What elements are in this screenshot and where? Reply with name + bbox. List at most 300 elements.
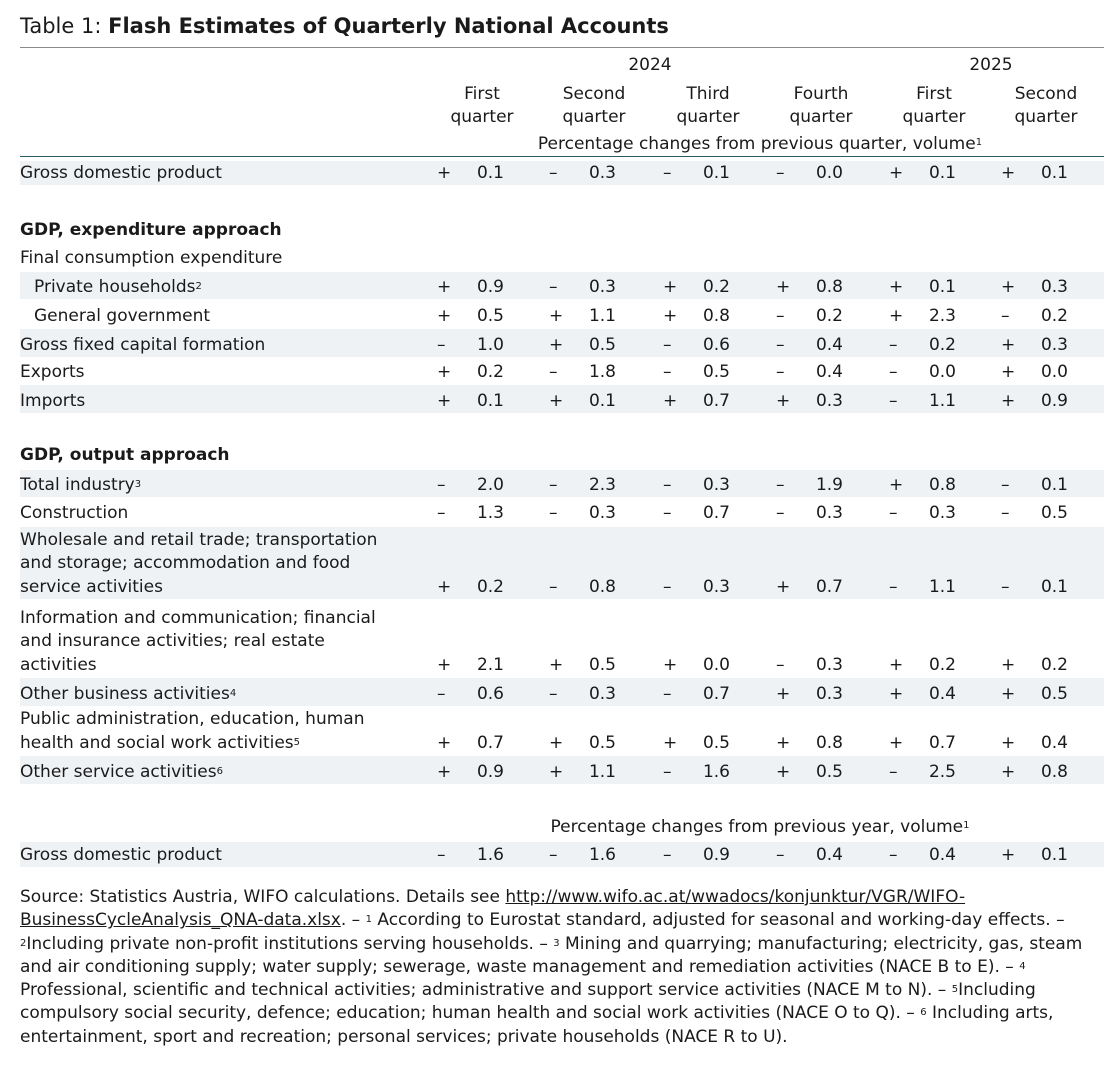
cell-sign: – (437, 683, 446, 704)
table-number: Table 1: (20, 14, 102, 38)
cell-sign: + (549, 334, 564, 355)
cell-value: 0.3 (1040, 334, 1068, 355)
cell-value: 0.1 (1040, 844, 1068, 865)
cell-value: 0.5 (588, 334, 616, 355)
cell-sign: – (889, 334, 898, 355)
cell-value: 0.6 (476, 683, 504, 704)
cell-value: 0.5 (702, 361, 730, 382)
cell-value: 0.0 (815, 162, 843, 183)
table-cell (652, 305, 764, 329)
column-header: Second quarter (1014, 84, 1078, 127)
row-label: Gross fixed capital formation (20, 334, 266, 355)
row-label: Imports (20, 390, 86, 411)
cell-value: 0.3 (928, 502, 956, 523)
table-cell (878, 761, 990, 785)
table-cell (652, 761, 764, 785)
table-title (20, 12, 669, 40)
cell-value: 0.1 (476, 162, 504, 183)
cell-sign: – (663, 361, 672, 382)
table-cell (426, 502, 538, 526)
table-cell (538, 276, 650, 300)
cell-sign: + (1001, 683, 1016, 704)
table-row (20, 329, 1104, 357)
cell-sign: – (663, 683, 672, 704)
table-cell (990, 474, 1102, 498)
table-cell (765, 390, 877, 414)
table-cell (990, 502, 1102, 526)
cell-sign: + (663, 276, 678, 297)
cell-value: 2.3 (928, 305, 956, 326)
cell-value: 0.2 (702, 276, 730, 297)
table-cell (652, 844, 764, 868)
cell-value: 0.1 (1040, 576, 1068, 597)
cell-value: 0.7 (702, 502, 730, 523)
table-cell (765, 761, 877, 785)
table-cell (765, 361, 877, 385)
table-cell (765, 474, 877, 498)
cell-value: 1.9 (815, 474, 843, 495)
cell-value: 0.8 (928, 474, 956, 495)
cell-value: 0.9 (1040, 390, 1068, 411)
table-cell (426, 361, 538, 385)
table-cell (990, 390, 1102, 414)
table-cell (652, 276, 764, 300)
table-cell (538, 390, 650, 414)
table-cell (426, 576, 538, 600)
table-cell (538, 502, 650, 526)
row-label: Gross domestic product (20, 844, 222, 865)
column-header: First quarter (902, 84, 966, 127)
table-row (20, 678, 1104, 706)
table-row (20, 603, 1104, 677)
row-label: Final consumption expenditure (20, 247, 283, 268)
table-cell (990, 576, 1102, 600)
row-label: Private households$^2$ (34, 276, 202, 297)
cell-sign: + (663, 305, 678, 326)
cell-value: 1.3 (476, 502, 504, 523)
table-cell (765, 732, 877, 756)
cell-sign: – (549, 844, 558, 865)
cell-value: 0.3 (588, 683, 616, 704)
cell-value: 0.1 (1040, 162, 1068, 183)
cell-sign: – (663, 334, 672, 355)
table-cell (538, 761, 650, 785)
cell-sign: + (549, 761, 564, 782)
table-cell (652, 361, 764, 385)
table-cell (426, 732, 538, 756)
cell-sign: – (776, 334, 785, 355)
table-cell (765, 162, 877, 186)
table-cell (990, 334, 1102, 358)
cell-value: 0.1 (928, 276, 956, 297)
cell-value: 0.4 (815, 844, 843, 865)
table-cell (878, 502, 990, 526)
cell-value: 0.1 (476, 390, 504, 411)
table-row (20, 842, 1104, 867)
table-cell (538, 474, 650, 498)
row-label: Other business activities$^4$ (20, 683, 237, 704)
row-label: Gross domestic product (20, 162, 222, 183)
table-cell (426, 761, 538, 785)
column-header: Third quarter (676, 84, 740, 127)
table-cell (765, 844, 877, 868)
cell-sign: + (776, 390, 791, 411)
table-row (20, 706, 1104, 755)
table-cell (426, 390, 538, 414)
cell-sign: – (1001, 502, 1010, 523)
footnote-2: Including private non-profit institutions serving households. (26, 933, 534, 954)
table-cell (652, 162, 764, 186)
table-cell (878, 390, 990, 414)
table-cell (538, 732, 650, 756)
cell-sign: + (663, 654, 678, 675)
cell-sign: + (1001, 162, 1016, 183)
cell-value: 0.1 (702, 162, 730, 183)
footnote-1: According to Eurostat standard, adjusted for seasonal and working-day effects. (377, 910, 1051, 931)
table-row (20, 527, 1104, 599)
cell-sign: – (549, 162, 558, 183)
cell-value: 0.0 (928, 361, 956, 382)
cell-sign: – (437, 334, 446, 355)
cell-sign: + (437, 305, 452, 326)
table-row (20, 161, 1104, 185)
cell-sign: + (776, 683, 791, 704)
cell-sign: – (437, 474, 446, 495)
table-cell (538, 361, 650, 385)
cell-sign: – (889, 844, 898, 865)
table-cell (765, 654, 877, 678)
row-label: Information and communication; financial and insurance activities; real estate activities (20, 607, 376, 675)
cell-value: 0.0 (1040, 361, 1068, 382)
footnote-6: Including arts, entertainment, sport and recreation; personal services; private households (NACE R to U). (20, 1003, 1054, 1047)
cell-sign: + (437, 732, 452, 753)
cell-sign: – (549, 474, 558, 495)
cell-sign: – (776, 361, 785, 382)
table-row (20, 247, 1104, 270)
cell-sign: – (776, 654, 785, 675)
cell-sign: + (776, 761, 791, 782)
cell-sign: + (889, 162, 904, 183)
header-rule (20, 156, 1104, 157)
table-cell (990, 305, 1102, 329)
cell-sign: + (889, 474, 904, 495)
cell-value: 0.3 (588, 502, 616, 523)
table-cell (426, 683, 538, 707)
footnote-3: Mining and quarrying; manufacturing; electricity, gas, steam and air conditioning supply; water supply; sewerage, waste management and remediation activities (NACE B to E). (20, 933, 1083, 977)
cell-sign: + (1001, 390, 1016, 411)
table-cell (765, 576, 877, 600)
cell-sign: – (663, 576, 672, 597)
table-cell (878, 162, 990, 186)
table-cell (878, 683, 990, 707)
table-row (20, 756, 1104, 784)
cell-sign: – (549, 361, 558, 382)
cell-sign: – (776, 502, 785, 523)
cell-value: 0.9 (702, 844, 730, 865)
cell-sign: – (776, 474, 785, 495)
unit-label-qoq: Percentage changes from previous quarter, volume$^1$ (537, 134, 983, 154)
cell-sign: + (549, 654, 564, 675)
table-cell (538, 334, 650, 358)
cell-value: 0.2 (928, 654, 956, 675)
cell-sign: + (1001, 732, 1016, 753)
cell-sign: – (663, 162, 672, 183)
table-cell (426, 474, 538, 498)
source-note: Source: Statistics Austria, WIFO calculations. Details see http://www.wifo.ac.at/wwadocs/konjunktur/VGR/WIFO-BusinessCycleAnalysis_QNA-data.xlsx. – $^1$ According to Eurostat standard, adjusted for seasonal and working-day effects. – $^2$Including private non-profit institutions serving households. – $^3$ Mining and quarrying; manufacturing; electricity, gas, steam and air conditioning supply; water supply; sewerage, waste management and remediation activities (NACE B to E). – $^4$ Professional, scientific and technical activities; administrative and support service activities (NACE M to N). – $^5$Including compulsory social security, defence; education; human health and social work activities (NACE O to Q). – $^6$ Including arts, entertainment, sport and recreation; personal services; private households (NACE R to U). (20, 887, 1083, 1047)
cell-sign: – (1001, 576, 1010, 597)
cell-value: 0.2 (928, 334, 956, 355)
table-cell (426, 276, 538, 300)
table-cell (878, 844, 990, 868)
table-cell (990, 276, 1102, 300)
cell-sign: – (1001, 305, 1010, 326)
row-label: Total industry$^3$ (20, 474, 142, 495)
cell-sign: – (889, 502, 898, 523)
cell-sign: – (776, 162, 785, 183)
table-cell (426, 334, 538, 358)
row-label: Construction (20, 502, 129, 523)
cell-value: 0.5 (588, 732, 616, 753)
table-cell (990, 761, 1102, 785)
cell-value: 2.5 (928, 761, 956, 782)
table-cell (538, 162, 650, 186)
cell-value: 0.8 (702, 305, 730, 326)
cell-value: 0.5 (1040, 683, 1068, 704)
table-cell (990, 844, 1102, 868)
cell-value: 1.1 (928, 576, 956, 597)
cell-sign: + (1001, 844, 1016, 865)
cell-value: 0.8 (815, 276, 843, 297)
column-header: First quarter (450, 84, 514, 127)
cell-sign: + (549, 305, 564, 326)
cell-sign: + (437, 576, 452, 597)
cell-value: 0.4 (928, 844, 956, 865)
cell-value: 1.0 (476, 334, 504, 355)
cell-value: 0.2 (476, 361, 504, 382)
cell-sign: + (437, 361, 452, 382)
cell-value: 0.9 (476, 276, 504, 297)
table-row (20, 385, 1104, 413)
row-label: Wholesale and retail trade; transportation and storage; accommodation and food service activities (20, 529, 378, 597)
cell-value: 0.3 (1040, 276, 1068, 297)
cell-sign: + (776, 576, 791, 597)
cell-value: 0.4 (1040, 732, 1068, 753)
cell-value: 0.8 (588, 576, 616, 597)
table-cell (990, 162, 1102, 186)
table-cell (652, 474, 764, 498)
cell-sign: + (889, 276, 904, 297)
table-row (20, 300, 1104, 328)
cell-value: 0.2 (815, 305, 843, 326)
cell-sign: – (889, 576, 898, 597)
cell-value: 0.7 (476, 732, 504, 753)
table-cell (765, 502, 877, 526)
section-heading (20, 219, 1104, 242)
cell-value: 0.7 (815, 576, 843, 597)
unit-label-yoy: Percentage changes from previous year, volume$^1$ (550, 817, 970, 837)
cell-value: 0.5 (815, 761, 843, 782)
cell-value: 1.1 (588, 761, 616, 782)
table-cell (878, 361, 990, 385)
table-cell (652, 732, 764, 756)
cell-sign: + (663, 390, 678, 411)
table-cell (538, 305, 650, 329)
cell-sign: – (889, 390, 898, 411)
table-cell (652, 390, 764, 414)
row-label: GDP, expenditure approach (20, 219, 282, 240)
table-cell (878, 474, 990, 498)
cell-value: 0.3 (815, 390, 843, 411)
cell-sign: – (776, 305, 785, 326)
cell-sign: + (437, 276, 452, 297)
cell-sign: – (663, 474, 672, 495)
cell-sign: – (889, 761, 898, 782)
table-cell (652, 502, 764, 526)
cell-sign: + (437, 162, 452, 183)
row-label: GDP, output approach (20, 444, 230, 465)
table-cell (652, 654, 764, 678)
table-row (20, 498, 1104, 525)
cell-value: 0.3 (815, 502, 843, 523)
cell-value: 0.3 (588, 276, 616, 297)
table-cell (990, 654, 1102, 678)
table-cell (426, 654, 538, 678)
cell-value: 0.4 (928, 683, 956, 704)
cell-value: 2.1 (476, 654, 504, 675)
cell-value: 0.8 (815, 732, 843, 753)
cell-sign: + (1001, 276, 1016, 297)
cell-value: 0.0 (702, 654, 730, 675)
row-label: Public administration, education, human health and social work activities$^5$ (20, 709, 365, 753)
cell-value: 0.9 (476, 761, 504, 782)
table-row (20, 272, 1104, 299)
cell-sign: + (437, 390, 452, 411)
table-cell (878, 654, 990, 678)
table-cell (990, 683, 1102, 707)
cell-value: 0.1 (588, 390, 616, 411)
cell-value: 0.8 (1040, 761, 1068, 782)
cell-sign: – (437, 844, 446, 865)
table-cell (652, 334, 764, 358)
cell-value: 0.2 (476, 576, 504, 597)
table-cell (878, 334, 990, 358)
cell-value: 0.1 (928, 162, 956, 183)
top-rule (20, 47, 1104, 48)
cell-value: 0.4 (815, 361, 843, 382)
footnote-5: Including compulsory social security, defence; education; human health and social work activities (NACE O to Q). (20, 980, 1036, 1024)
cell-sign: + (663, 732, 678, 753)
cell-sign: – (549, 683, 558, 704)
cell-sign: – (663, 761, 672, 782)
table-row (20, 357, 1104, 384)
column-header: Fourth quarter (789, 84, 853, 127)
section-heading (20, 444, 1104, 467)
table-cell (765, 305, 877, 329)
cell-sign: + (889, 683, 904, 704)
table-cell (538, 576, 650, 600)
cell-sign: – (437, 502, 446, 523)
cell-sign: + (549, 390, 564, 411)
table-cell (990, 732, 1102, 756)
source-link[interactable]: http://www.wifo.ac.at/wwadocs/konjunktur/VGR/WIFO-BusinessCycleAnalysis_QNA-data.xlsx (20, 887, 966, 931)
cell-sign: – (663, 502, 672, 523)
table-cell (878, 276, 990, 300)
table-cell (878, 576, 990, 600)
cell-sign: – (549, 576, 558, 597)
cell-sign: + (1001, 361, 1016, 382)
column-header: Second quarter (562, 84, 626, 127)
cell-value: 1.6 (476, 844, 504, 865)
cell-value: 1.6 (588, 844, 616, 865)
row-label: General government (34, 305, 211, 326)
cell-value: 0.3 (702, 576, 730, 597)
table-cell (538, 683, 650, 707)
cell-value: 0.7 (702, 683, 730, 704)
cell-value: 0.3 (702, 474, 730, 495)
cell-value: 0.2 (1040, 305, 1068, 326)
table-row (20, 470, 1104, 497)
cell-sign: – (549, 276, 558, 297)
cell-value: 2.0 (476, 474, 504, 495)
cell-sign: – (889, 361, 898, 382)
footnote-4: Professional, scientific and technical activities; administrative and support service activities (NACE M to N). (20, 980, 933, 1001)
cell-value: 0.5 (588, 654, 616, 675)
cell-sign: + (889, 654, 904, 675)
cell-value: 0.6 (702, 334, 730, 355)
cell-sign: + (549, 732, 564, 753)
cell-value: 0.4 (815, 334, 843, 355)
cell-sign: – (1001, 474, 1010, 495)
cell-value: 0.7 (928, 732, 956, 753)
cell-sign: + (1001, 761, 1016, 782)
cell-sign: – (776, 844, 785, 865)
cell-sign: – (549, 502, 558, 523)
table-cell (652, 683, 764, 707)
table-title-text: Flash Estimates of Quarterly National Accounts (108, 14, 669, 38)
cell-sign: – (663, 844, 672, 865)
table-cell (990, 361, 1102, 385)
cell-sign: + (437, 654, 452, 675)
table-cell (878, 305, 990, 329)
table-cell (426, 305, 538, 329)
cell-value: 0.5 (702, 732, 730, 753)
table-cell (765, 276, 877, 300)
row-label: Exports (20, 361, 85, 382)
year-2024: 2024 (628, 55, 672, 75)
table-cell (426, 162, 538, 186)
cell-sign: + (889, 732, 904, 753)
cell-sign: + (889, 305, 904, 326)
year-2025: 2025 (969, 55, 1013, 75)
cell-value: 0.3 (815, 683, 843, 704)
cell-value: 0.7 (702, 390, 730, 411)
table-cell (765, 334, 877, 358)
cell-value: 2.3 (588, 474, 616, 495)
cell-value: 0.1 (1040, 474, 1068, 495)
table-cell (652, 576, 764, 600)
cell-value: 1.6 (702, 761, 730, 782)
cell-value: 0.3 (588, 162, 616, 183)
cell-sign: + (1001, 334, 1016, 355)
table-cell (538, 654, 650, 678)
cell-value: 0.5 (476, 305, 504, 326)
table-cell (765, 683, 877, 707)
cell-value: 1.8 (588, 361, 616, 382)
cell-value: 1.1 (928, 390, 956, 411)
table-cell (878, 732, 990, 756)
row-label: Other service activities$^6$ (20, 761, 223, 782)
cell-value: 0.2 (1040, 654, 1068, 675)
